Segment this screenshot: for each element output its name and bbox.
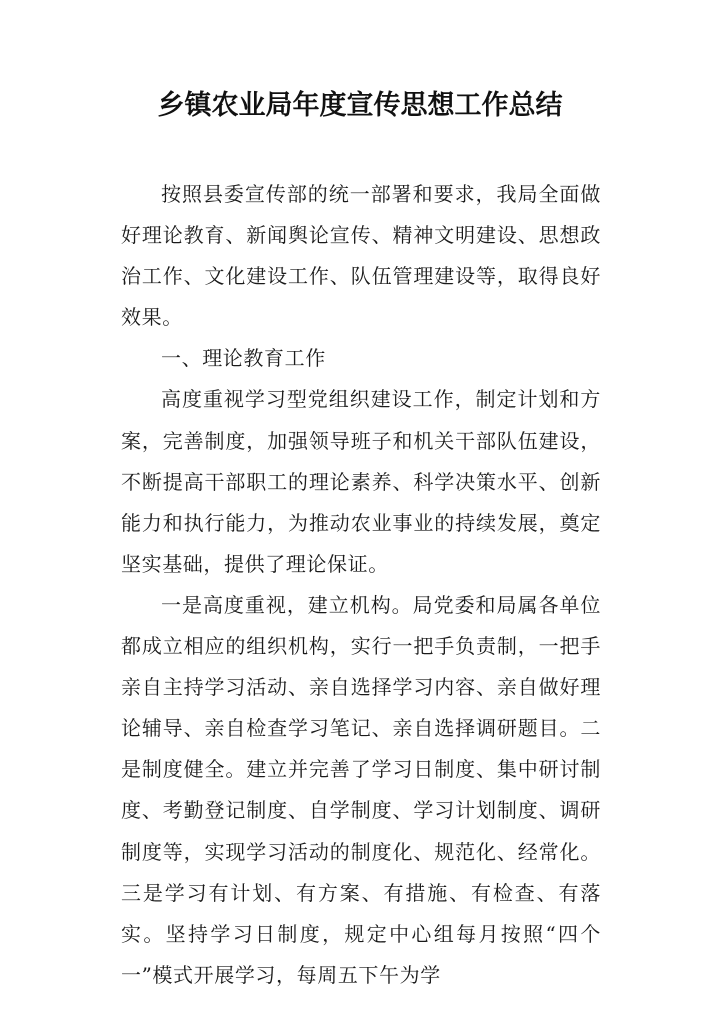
measures-paragraph: 一是高度重视，建立机构。局党委和局属各单位都成立相应的组织机构，实行一把手负责制，一把手亲自主持学习活动、亲自选择学习内容、亲自做好理论辅导、亲自检查学习笔记、亲自选择调研题目。二是制度健全。建立并完善了学习日制度、集中研讨制度、考勤登记制度、自学制度、学习计划制度、调研制度等，实现学习活动的制度化、规范化、经常化。三是学习有计划、有方案、有措施、有检查、有落实。坚持学习日制度，规定中心组每月按照“四个一”模式开展学习，每周五下午为学: [121, 592, 601, 987]
document-title: 乡镇农业局年度宣传思想工作总结: [157, 90, 563, 121]
section-heading-theory-education: 一、理论教育工作: [161, 346, 326, 371]
intro-paragraph: 按照县委宣传部的统一部署和要求，我局全面做好理论教育、新闻舆论宣传、精神文明建设、思想政治工作、文化建设工作、队伍管理建设等，取得良好效果。: [121, 182, 601, 330]
document-body: [121, 174, 601, 996]
theory-education-paragraph: 高度重视学习型党组织建设工作，制定计划和方案，完善制度，加强领导班子和机关干部队伍建设，不断提高干部职工的理论素养、科学决策水平、创新能力和执行能力，为推动农业事业的持续发展，奠定坚实基础，提供了理论保证。: [121, 387, 601, 576]
